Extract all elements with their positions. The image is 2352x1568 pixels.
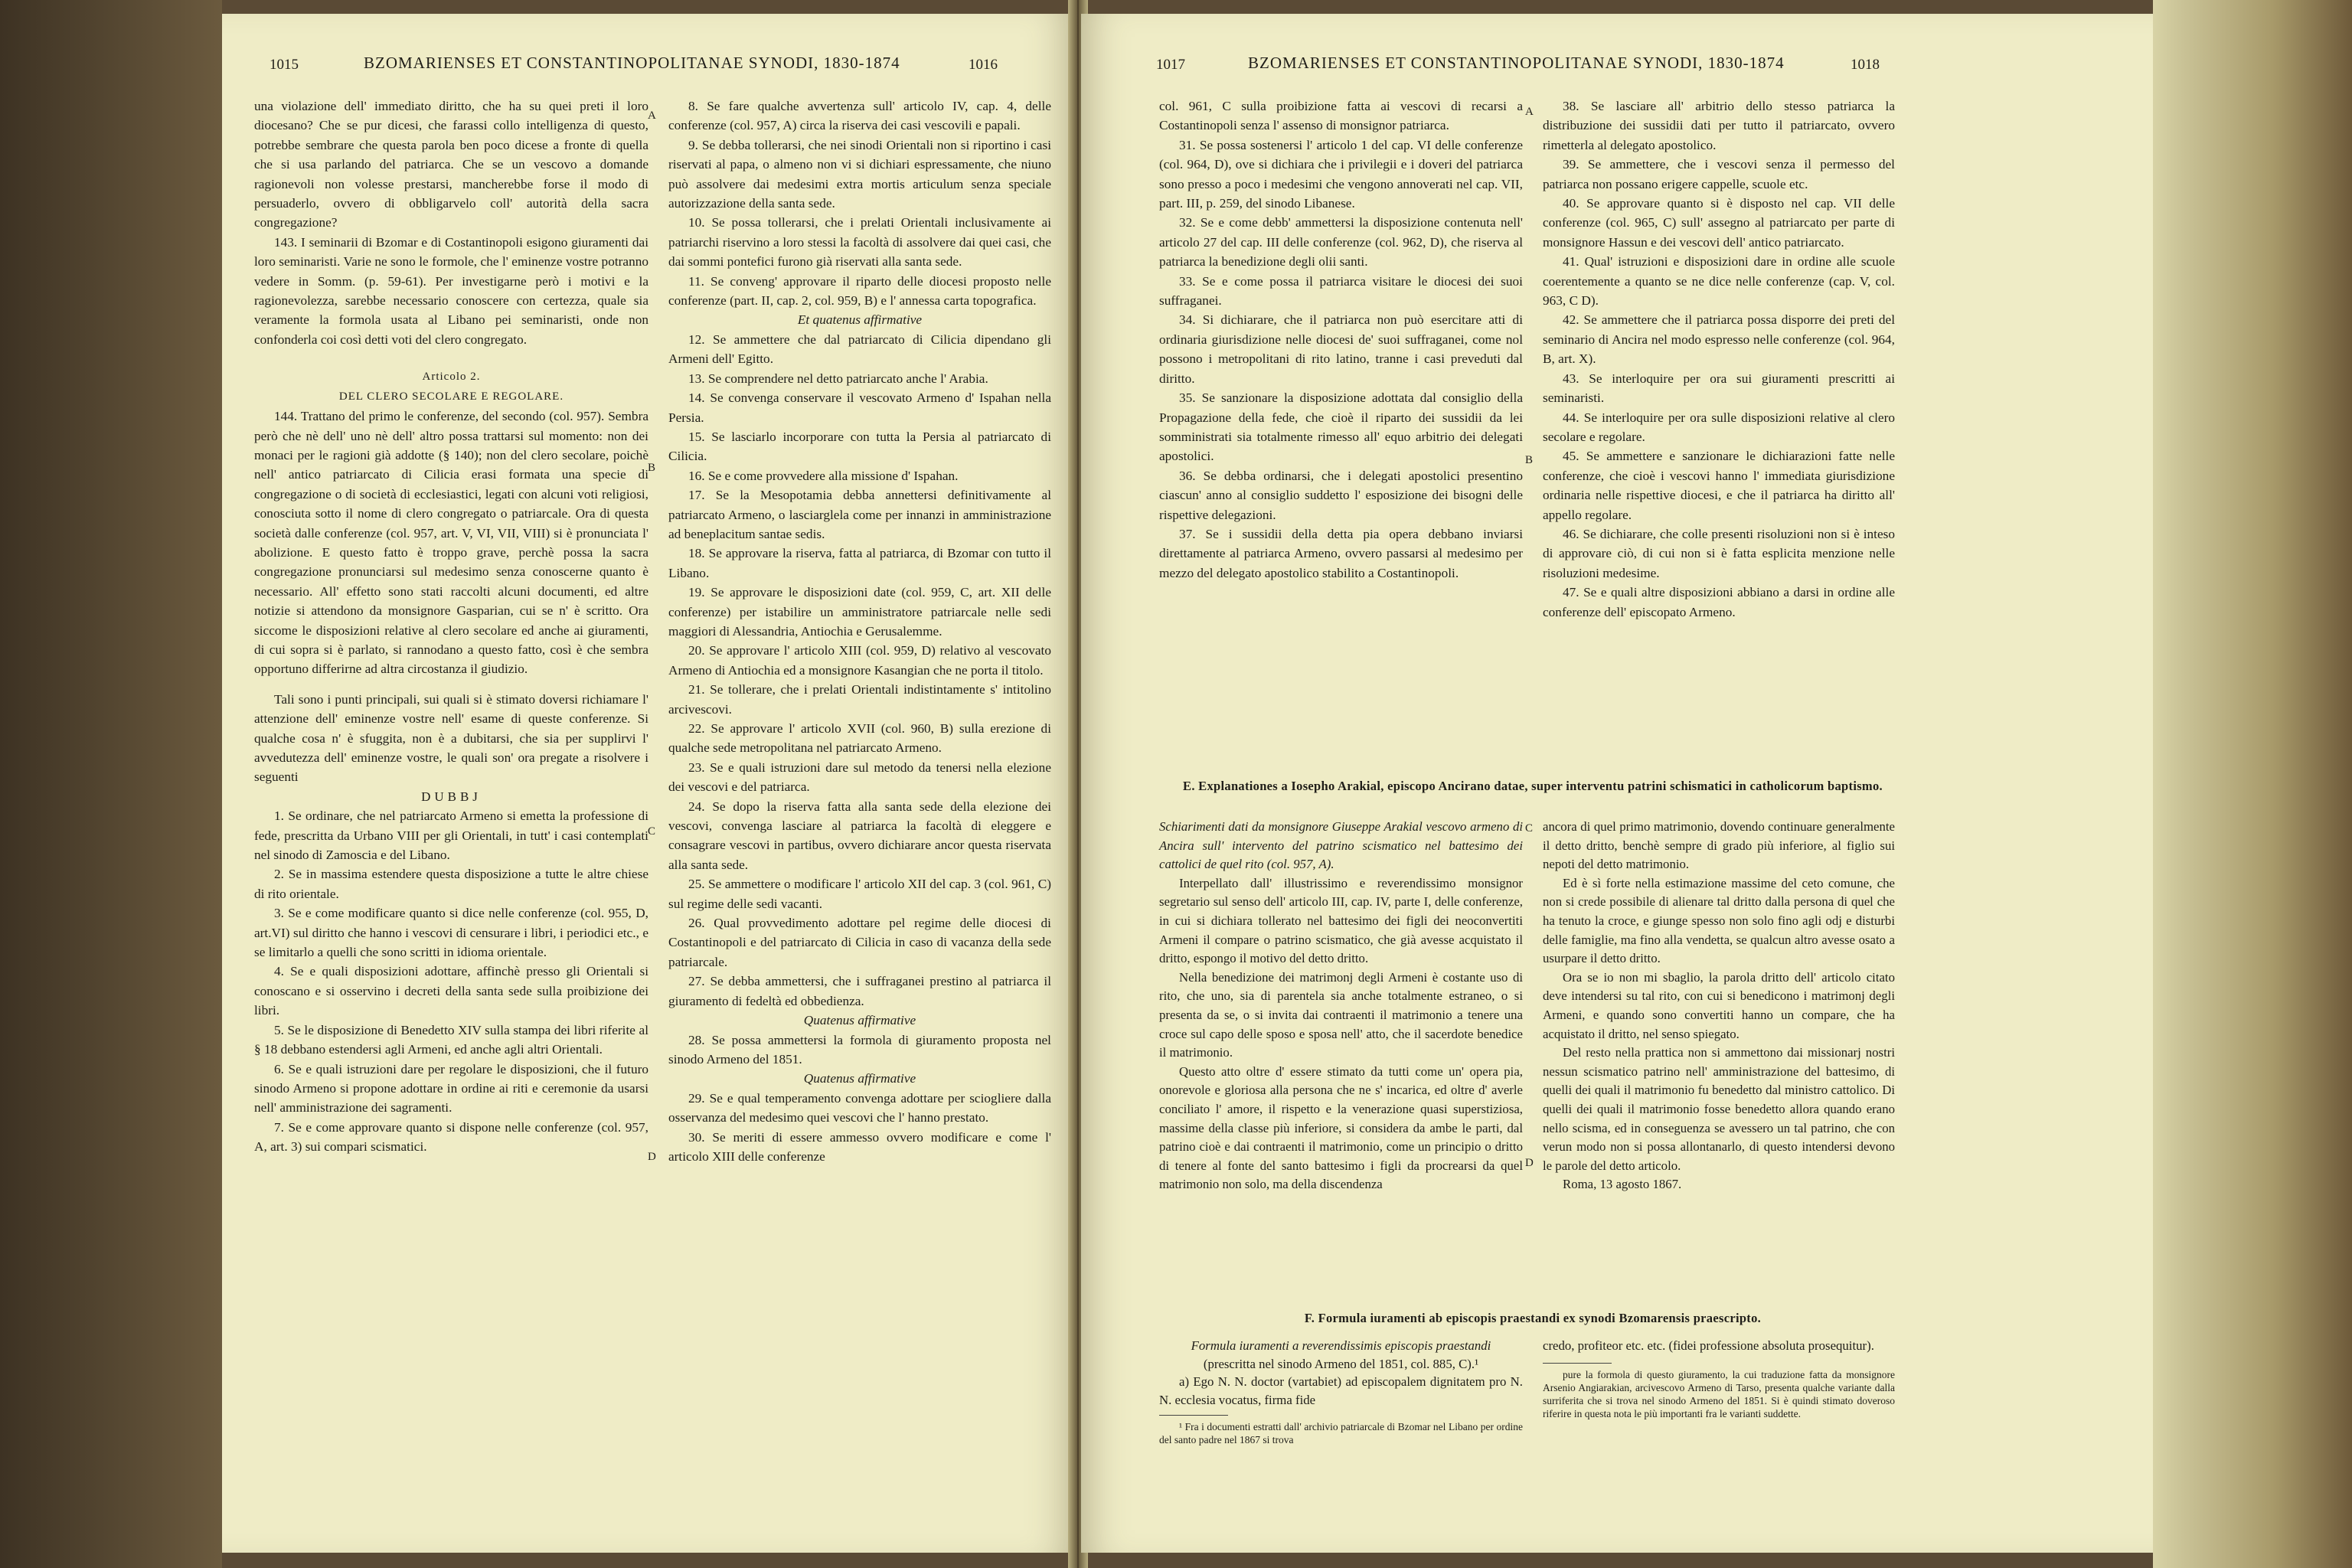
doubt-item: 42. Se ammettere che il patriarca possa disporre dei preti del seminario di Ancira nel modo espresso nelle conferenze (col. 964, B, art. X).: [1543, 312, 1895, 367]
section-f-column-1: [1159, 1337, 1523, 1446]
margin-letter-a: A: [1525, 106, 1534, 118]
doubt-item: 33. Se e come possa il patriarca visitare le diocesi dei suoi suffraganei.: [1159, 273, 1523, 309]
paragraph: Ed è sì forte nella estimazione massime del ceto comune, che non si crede possibile di alienare tal dritto dalla persona di quel che ha tenuto la croce, e giunge spesso non solo fino agli odj e disturbi delle famiglie, ma fino alla vendetta, se qualcun altro avesse osato a usurpare il detto dritto.: [1543, 875, 1895, 966]
doubt-item: 30. Se meriti di essere ammesso ovvero modificare e come l' articolo XIII delle conferenze: [668, 1129, 1051, 1164]
doubt-item: 46. Se dichiarare, che colle presenti risoluzioni non si è inteso di approvare ciò, di cui non si è fatta esplicita menzione nelle risoluzioni medesime.: [1543, 526, 1895, 580]
left-page-column-2: [668, 96, 1051, 1166]
doubt-item: 34. Si dichiarare, che il patriarca non può esercitare atti di ordinaria giurisdizione nelle diocesi de' suoi suffraganei, come nol possono i metropolitani di rito latino, tranne i casi preveduti dal diritto.: [1159, 312, 1523, 386]
doubt-item: 41. Qual' istruzioni e disposizioni dare in ordine alle scuole coerentemente a quanto se ne dice nelle conferenze (cap. V, col. 963, C D).: [1543, 254, 1895, 309]
running-head-right: BZOMARIENSES ET CONSTANTINOPOLITANAE SYNODI, 1830-1874: [1248, 54, 1785, 72]
section-e-column-2: [1543, 818, 1895, 1194]
doubt-item: 22. Se approvare l' articolo XVII (col. 960, B) sulla erezione di qualche sede metropolitana nel patriarcato Armeno.: [668, 721, 1051, 756]
doubt-item: 18. Se approvare la riserva, fatta al patriarca, di Bzomar con tutto il Libano.: [668, 546, 1051, 580]
formula-text: credo, profiteor etc. etc. (fidei professione absoluta prosequitur).: [1543, 1338, 1874, 1353]
doubt-item: 11. Se conveng' approvare il riparto delle diocesi proposto nelle conferenze (part. II, cap. 2, col. 959, B) e l' annessa carta topografica.: [668, 273, 1051, 309]
formula-title: Formula iuramenti a reverendissimis episcopis praestandi: [1191, 1338, 1491, 1353]
left-page: [222, 14, 1073, 1553]
paragraph: col. 961, C sulla proibizione fatta ai vescovi di recarsi a Costantinopoli senza l' assenso di monsignor patriarca.: [1159, 99, 1523, 133]
footnote-rule: [1159, 1415, 1228, 1416]
doubt-item: 1. Se ordinare, che nel patriarcato Armeno si emetta la professione di fede, prescritta da Urbano VIII per gli Orientali, in tutt' i casi contemplati nel sinodo di Zamoscia e del Libano.: [254, 808, 648, 863]
doubt-item: 35. Se sanzionare la disposizione adottata dal consiglio della Propagazione della fede, che cioè il riparto dei sussidii da lei somministrati sia totalmente rimesso all' equo arbitrio dei delegati apostolici.: [1159, 390, 1523, 464]
date-line: Roma, 13 agosto 1867.: [1563, 1177, 1682, 1192]
italic-subheading: Quatenus affirmative: [803, 1071, 916, 1086]
paragraph: Del resto nella prattica non si ammettono dai missionarj nostri nessun scismatico patrino nell' amministrazione del battesimo, di quelli dei quali il matrimonio fu benedetto dal ministro cattolico. Di quelli dei quali il matrimonio fosse benedetto allora quando erano nello scisma, ed in conseguenza se avessero un tal patrino, che con verun modo non si possa allontanarlo, di questo intendersi devono le parole del detto articolo.: [1543, 1045, 1895, 1173]
left-page-column-1: [254, 96, 648, 1166]
paragraph-143: 143. I seminarii di Bzomar e di Costantinopoli esigono giuramenti dai loro seminaristi. Varie ne sono le formole, che l' eminenze vostre potranno vedere in Somm. (p. 59-61). Per investigarne però i motivi e la ragionevolezza, sarebbe necessario conoscere con certezza, quale sia veramente la formola usata al Libano pei seminaristi, onde non confonderla coi così detti voti del clero congregato.: [254, 234, 648, 347]
doubt-item: 40. Se approvare quanto si è disposto nel cap. VII delle conferenze (col. 965, C) sull' assegno al patriarcato per parte di monsignore Hassun e dei vescovi dell' antico patriarcato.: [1543, 196, 1895, 250]
doubt-item: 25. Se ammettere o modificare l' articolo XII del cap. 3 (col. 961, C) sul regime delle sedi vacanti.: [668, 877, 1051, 911]
page-number-1016: 1016: [969, 57, 998, 73]
doubt-item: 9. Se debba tollerarsi, che nei sinodi Orientali non si riportino i casi riservati al papa, o almeno non vi si dichiari espressamente, che niuno può assolvere dai medesimi extra mortis articulum senza speciale autorizzazione della santa sede.: [668, 137, 1051, 211]
right-page-column-1: [1159, 96, 1523, 622]
margin-letter-c: C: [1525, 822, 1534, 835]
margin-letter-d: D: [648, 1151, 656, 1163]
paragraph: Ora se io non mi sbaglio, la parola dritto dell' articolo citato deve intendersi su tal rito, con cui si benedicono i matrimonj degli Armeni, e quando sono convertiti hanno un compare, che ha acquistato il dritto, nel senso spiegato.: [1543, 969, 1895, 1041]
doubt-item: 36. Se debba ordinarsi, che i delegati apostolici presentino ciascun' anno al consiglio suddetto l' esposizione dei bisogni delle rispettive delegazioni.: [1159, 468, 1523, 522]
doubt-item: 37. Se i sussidii della detta pia opera debbano inviarsi direttamente al patriarca Armeno, ovvero passarsi al medesimo per mezzo del delegato apostolico stabilito a Costantinopoli.: [1159, 526, 1523, 580]
paragraph: Questo atto oltre d' essere stimato da tutti come un' opera pia, onorevole e gloriosa alla persona che ne s' incarica, ed oltre d' averle conciliato l' amore, il rispetto e la venerazione quasi superstiziosa, massime della classe più inferiore, si considera da ambe le parti, dal patrino cioè e dai contraenti il matrimonio, come un principio o dritto di tenere al fonte del santo battesimo i figli da procrearsi da quel matrimonio non solo, ma della discendenza: [1159, 1063, 1523, 1192]
right-page: [1081, 14, 2153, 1553]
footnote-2: pure la formola di questo giuramento, la cui traduzione fatta da monsignore Arsenio Angiarakian, arcivescovo Armeno di Tarso, presenta qualche variante dalla surriferita che si trova nel sinodo Armeno del 1851. Si è quindi stimato doveroso riferire in questa nota le più importanti fra le varianti suddette.: [1543, 1368, 1895, 1419]
paragraph: ancora di quel primo matrimonio, dovendo continuare generalmente il detto dritto, benchè sempre di grado più inferiore, al figlio sui nepoti del detto matrimonio.: [1543, 819, 1895, 872]
book-edge-right: [2153, 0, 2352, 1568]
doubt-item: 14. Se convenga conservare il vescovato Armeno d' Ispahan nella Persia.: [668, 390, 1051, 425]
doubt-item: 8. Se fare qualche avvertenza sull' articolo IV, cap. 4, delle conferenze (col. 957, A) circa la riserva dei casi vescovili e papali.: [668, 99, 1051, 133]
book-edge-left: [0, 0, 222, 1568]
margin-letter-d: D: [1525, 1157, 1534, 1169]
doubt-item: 2. Se in massima estendere questa disposizione a tutte le altre chiese di rito orientale.: [254, 867, 648, 901]
section-e-title: E. Explanationes a Iosepho Arakial, episcopo Anciranо datae, super interventu patrini schismatici in catholicorum baptismo.: [1183, 779, 1883, 793]
doubt-item: 39. Se ammettere, che i vescovi senza il permesso del patriarca non possano erigere cappelle, scuole etc.: [1543, 157, 1895, 191]
section-e-column-1: [1159, 818, 1523, 1194]
doubt-item: 7. Se e come approvare quanto si dispone nelle conferenze (col. 957, A, art. 3) sui compari scismatici.: [254, 1119, 648, 1155]
doubt-item: 29. Se e qual temperamento convenga adottare per sciogliere dalla osservanza del medesimo quei vescovi che l' hanno prestato.: [668, 1090, 1051, 1125]
article-heading: Articolo 2.: [422, 371, 481, 384]
dubbj-heading: DUBBJ: [421, 789, 482, 804]
margin-letter-b: B: [648, 462, 656, 474]
footnote-rule: [1543, 1363, 1612, 1364]
doubt-item: 3. Se e come modificare quanto si dice nelle conferenze (col. 955, D, art.VI) sul diritto che hanno i vescovi di censurare i libri, i periodici etc., e se limitarlo a quelli che sono scritti in idioma orientale.: [254, 906, 648, 960]
formula-text: a) Ego N. N. doctor (vartabiet) ad episcopalem dignitatem pro N. N. ecclesia vocatus, firma fide: [1159, 1374, 1523, 1407]
section-e-subtitle: Schiarimenti dati da monsignore Giuseppe Arakial vescovo armeno di Ancira sull' intervento del patrino scismatico nel battesimo dei cattolici de quel rito (col. 957, A).: [1159, 819, 1523, 872]
section-f-title: F. Formula iuramenti ab episcopis praestandi ex synodi Bzomarensis praescripto.: [1304, 1311, 1762, 1325]
formula-source: (prescritta nel sinodo Armeno del 1851, col. 885, C).¹: [1203, 1356, 1479, 1371]
section-f-column-2: [1543, 1337, 1895, 1446]
doubt-item: 10. Se possa tollerarsi, che i prelati Orientali inclusivamente ai patriarchi riservino a loro stessi la facoltà di assolvere dai quei casi, che dai sommi pontefici furono già riservati alla santa sede.: [668, 215, 1051, 270]
doubt-item: 20. Se approvare l' articolo XIII (col. 959, D) relativo al vescovato Armeno di Antiochia ed a monsignore Kasangian che ne porta il titolo.: [668, 643, 1051, 678]
doubt-item: 31. Se possa sostenersi l' articolo 1 del cap. VI delle conferenze (col. 964, D), ove si dichiara che i privilegii e i doveri del patriarca sono presso a poco i medesimi che vengono annoverati nel cap. VII, part. III, p. 259, del sinodo Libanese.: [1159, 137, 1523, 211]
doubt-item: 13. Se comprendere nel detto patriarcato anche l' Arabia.: [688, 371, 988, 386]
doubt-item: 5. Se le disposizione di Benedetto XIV sulla stampa dei libri riferite al § 18 debbano estendersi agli Armeni, ed anche agli altri Orientali.: [254, 1022, 648, 1057]
margin-letter-c: C: [648, 825, 656, 838]
doubt-item: 24. Se dopo la riserva fatta alla santa sede della elezione dei vescovi, convenga lasciare al patriarca la facoltà di eleggere e consagrare vescovi in partibus, ovvero dichiarare ancor questa riservata alla santa sede.: [668, 799, 1051, 872]
doubt-item: 19. Se approvare le disposizioni date (col. 959, C, art. XII delle conferenze) per istabilire un amministratore patriarcale nelle sedi maggiori di Alessandria, Antiochia e Gerusalemme.: [668, 585, 1051, 639]
doubt-item: 15. Se lasciarlo incorporare con tutta la Persia al patriarcato di Cilicia.: [668, 429, 1051, 464]
doubt-item: 6. Se e quali istruzioni dare per regolare le disposizioni, che il futuro sinodo Armeno si propone adottare in ordine ai riti e ceremonie da usarsi nell' amministrazione dei sagramenti.: [254, 1061, 648, 1116]
running-head-left: BZOMARIENSES ET CONSTANTINOPOLITANAE SYNODI, 1830-1874: [364, 54, 900, 72]
doubt-item: 47. Se e quali altre disposizioni abbiano a darsi in ordine alle conferenze dell' episcopato Armeno.: [1543, 585, 1895, 619]
margin-letter-a: A: [648, 109, 656, 122]
doubt-item: 17. Se la Mesopotamia debba annettersi definitivamente al patriarcato Armeno, o lasciarglela come per innanzi in amministrazione ad beneplacitum santae sedis.: [668, 488, 1051, 541]
paragraph: Tali sono i punti principali, sui quali si è stimato doversi richiamare l' attenzione dell' eminenze vostre nell' esame di queste conferenze. Si qualche cosa n' è sfuggita, non è a dubitarsi, che sia per supplirvi l' avvedutezza dell' eminenze vostre, le quali son' ora pregate a risolvere i seguenti: [254, 691, 648, 785]
doubt-item: 43. Se interloquire per ora sui giuramenti prescritti ai seminaristi.: [1543, 371, 1895, 406]
doubt-item: 38. Se lasciare all' arbitrio dello stesso patriarca la distribuzione dei sussidii dati per tutto il patriarcato, ovvero rimetterla al delegato apostolico.: [1543, 99, 1895, 152]
doubt-item: 12. Se ammettere che dal patriarcato di Cilicia dipendano gli Armeni dell' Egitto.: [668, 332, 1051, 367]
paragraph-144: 144. Trattano del primo le conferenze, del secondo (col. 957). Sembra però che nè dell' uno nè dell' altro possa trattarsi sul momento: non dei monaci per le ragioni già addotte (§ 140); non del clero secolare, poichè nell' antico patriarcato di Cilicia erasi formata una specie di congregazione o di società di ecclesiastici, legati con alcuni voti religiosi, conosciuta sotto il nome di clero congregato o patriarcale. Ora di questa società dalle conferenze (col. 957, art. V, VI, VII, VIII) si è pronunciata l' abolizione. E questo fatto è troppo grave, perchè possa la sacra congregazione pronunciarsi sul medesimo senza conoscerne quanto è necessario. All' effetto sono stati raccolti alcuni documenti, ed altre notizie si attendono da monsignore Gasparian, cui se n' è scritto. Ora siccome le disposizioni relative al clero secolare ed anche ai giuramenti, di cui sopra si è parlato, si rannodano a questo fatto, così è che sembra opportuno differirne ad altra circostanza il giudizio.: [254, 409, 648, 677]
doubt-item: 26. Qual provvedimento adottare pel regime delle diocesi di Costantinopoli e del patriarcato di Cilicia in caso di vacanza della sede patriarcale.: [668, 916, 1051, 969]
doubt-item: 21. Se tollerare, che i prelati Orientali indistintamente s' intitolino arcivescovi.: [668, 682, 1051, 717]
doubt-item: 23. Se e quali istruzioni dare sul metodo da tenersi nella elezione dei vescovi e del patriarca.: [668, 760, 1051, 795]
italic-subheading: Quatenus affirmative: [803, 1013, 916, 1028]
doubt-item: 45. Se ammettere e sanzionare le dichiarazioni fatte nelle conferenze, che cioè i vescovi hanno l' immediata giurisdizione ordinaria nelle rispettive diocesi, e che il patriarca ha diritto all' appello regolare.: [1543, 449, 1895, 522]
page-number-1015: 1015: [270, 57, 299, 73]
italic-subheading: Et quatenus affirmative: [797, 312, 923, 328]
doubt-item: 44. Se interloquire per ora sulle disposizioni relative al clero secolare e regolare.: [1543, 410, 1895, 444]
page-number-1017: 1017: [1156, 57, 1185, 73]
right-page-column-2: [1543, 96, 1895, 622]
doubt-item: 32. Se e come debb' ammettersi la disposizione contenuta nell' articolo 27 del cap. III delle conferenze (col. 962, D), che riserva al patriarca la benedizione degli olii santi.: [1159, 215, 1523, 270]
doubt-item: 27. Se debba ammettersi, che i suffraganei prestino al patriarca il giuramento di fedeltà ed obbedienza.: [668, 974, 1051, 1008]
paragraph: una violazione dell' immediato diritto, che ha su quei preti il loro diocesano? Che se pur dicesi, che farassi collo intelligenza di questo, potrebbe sembrare che questa parola ben poco dicese a fronte di quella che si usa parlando del patriarca. Che se un vescovo a domande ragionevoli non volesse prestarsi, mancherebbe forse il modo di persuaderlo, ovvero di obbligarvelo coll' autorità della sacra congregazione?: [254, 99, 648, 230]
footnote-1: ¹ Fra i documenti estratti dall' archivio patriarcale di Bzomar nel Libano per ordine del santo padre nel 1867 si trova: [1159, 1421, 1523, 1446]
paragraph: Nella benedizione dei matrimonj degli Armeni è costante uso di rito, che uno, sia di parentela sia anche totalmente estraneo, o si presenta da se, o si invita dai contraenti il matrimonio a tenere una croce sul capo delle sposo e sposa nell' atto, che il sacerdote benedice il matrimonio.: [1159, 969, 1523, 1060]
doubt-item: 16. Se e come provvedere alla missione d' Ispahan.: [688, 468, 959, 483]
paragraph: Interpellato dall' illustrissimo e reverendissimo monsignor segretario sul senso dell' articolo III, cap. IV, parte I, delle conferenze, in cui si dichiara tollerato nel battesimo dei figli dei neoconvertiti Armeni il compare o patrino scismatico, che già avesse acquistato il dritto, espongo il motivo del detto dritto.: [1159, 875, 1523, 966]
doubt-item: 4. Se e quali disposizioni adottare, affinchè presso gli Orientali si conoscano e si osservino i decreti della santa sede sulla proibizione dei libri.: [254, 964, 648, 1018]
doubt-item: 28. Se possa ammettersi la formola di giuramento proposta nel sinodo Armeno del 1851.: [668, 1032, 1051, 1067]
section-heading: DEL CLERO SECOLARE E REGOLARE.: [338, 390, 564, 403]
page-number-1018: 1018: [1851, 57, 1880, 73]
margin-letter-b: B: [1525, 454, 1534, 466]
